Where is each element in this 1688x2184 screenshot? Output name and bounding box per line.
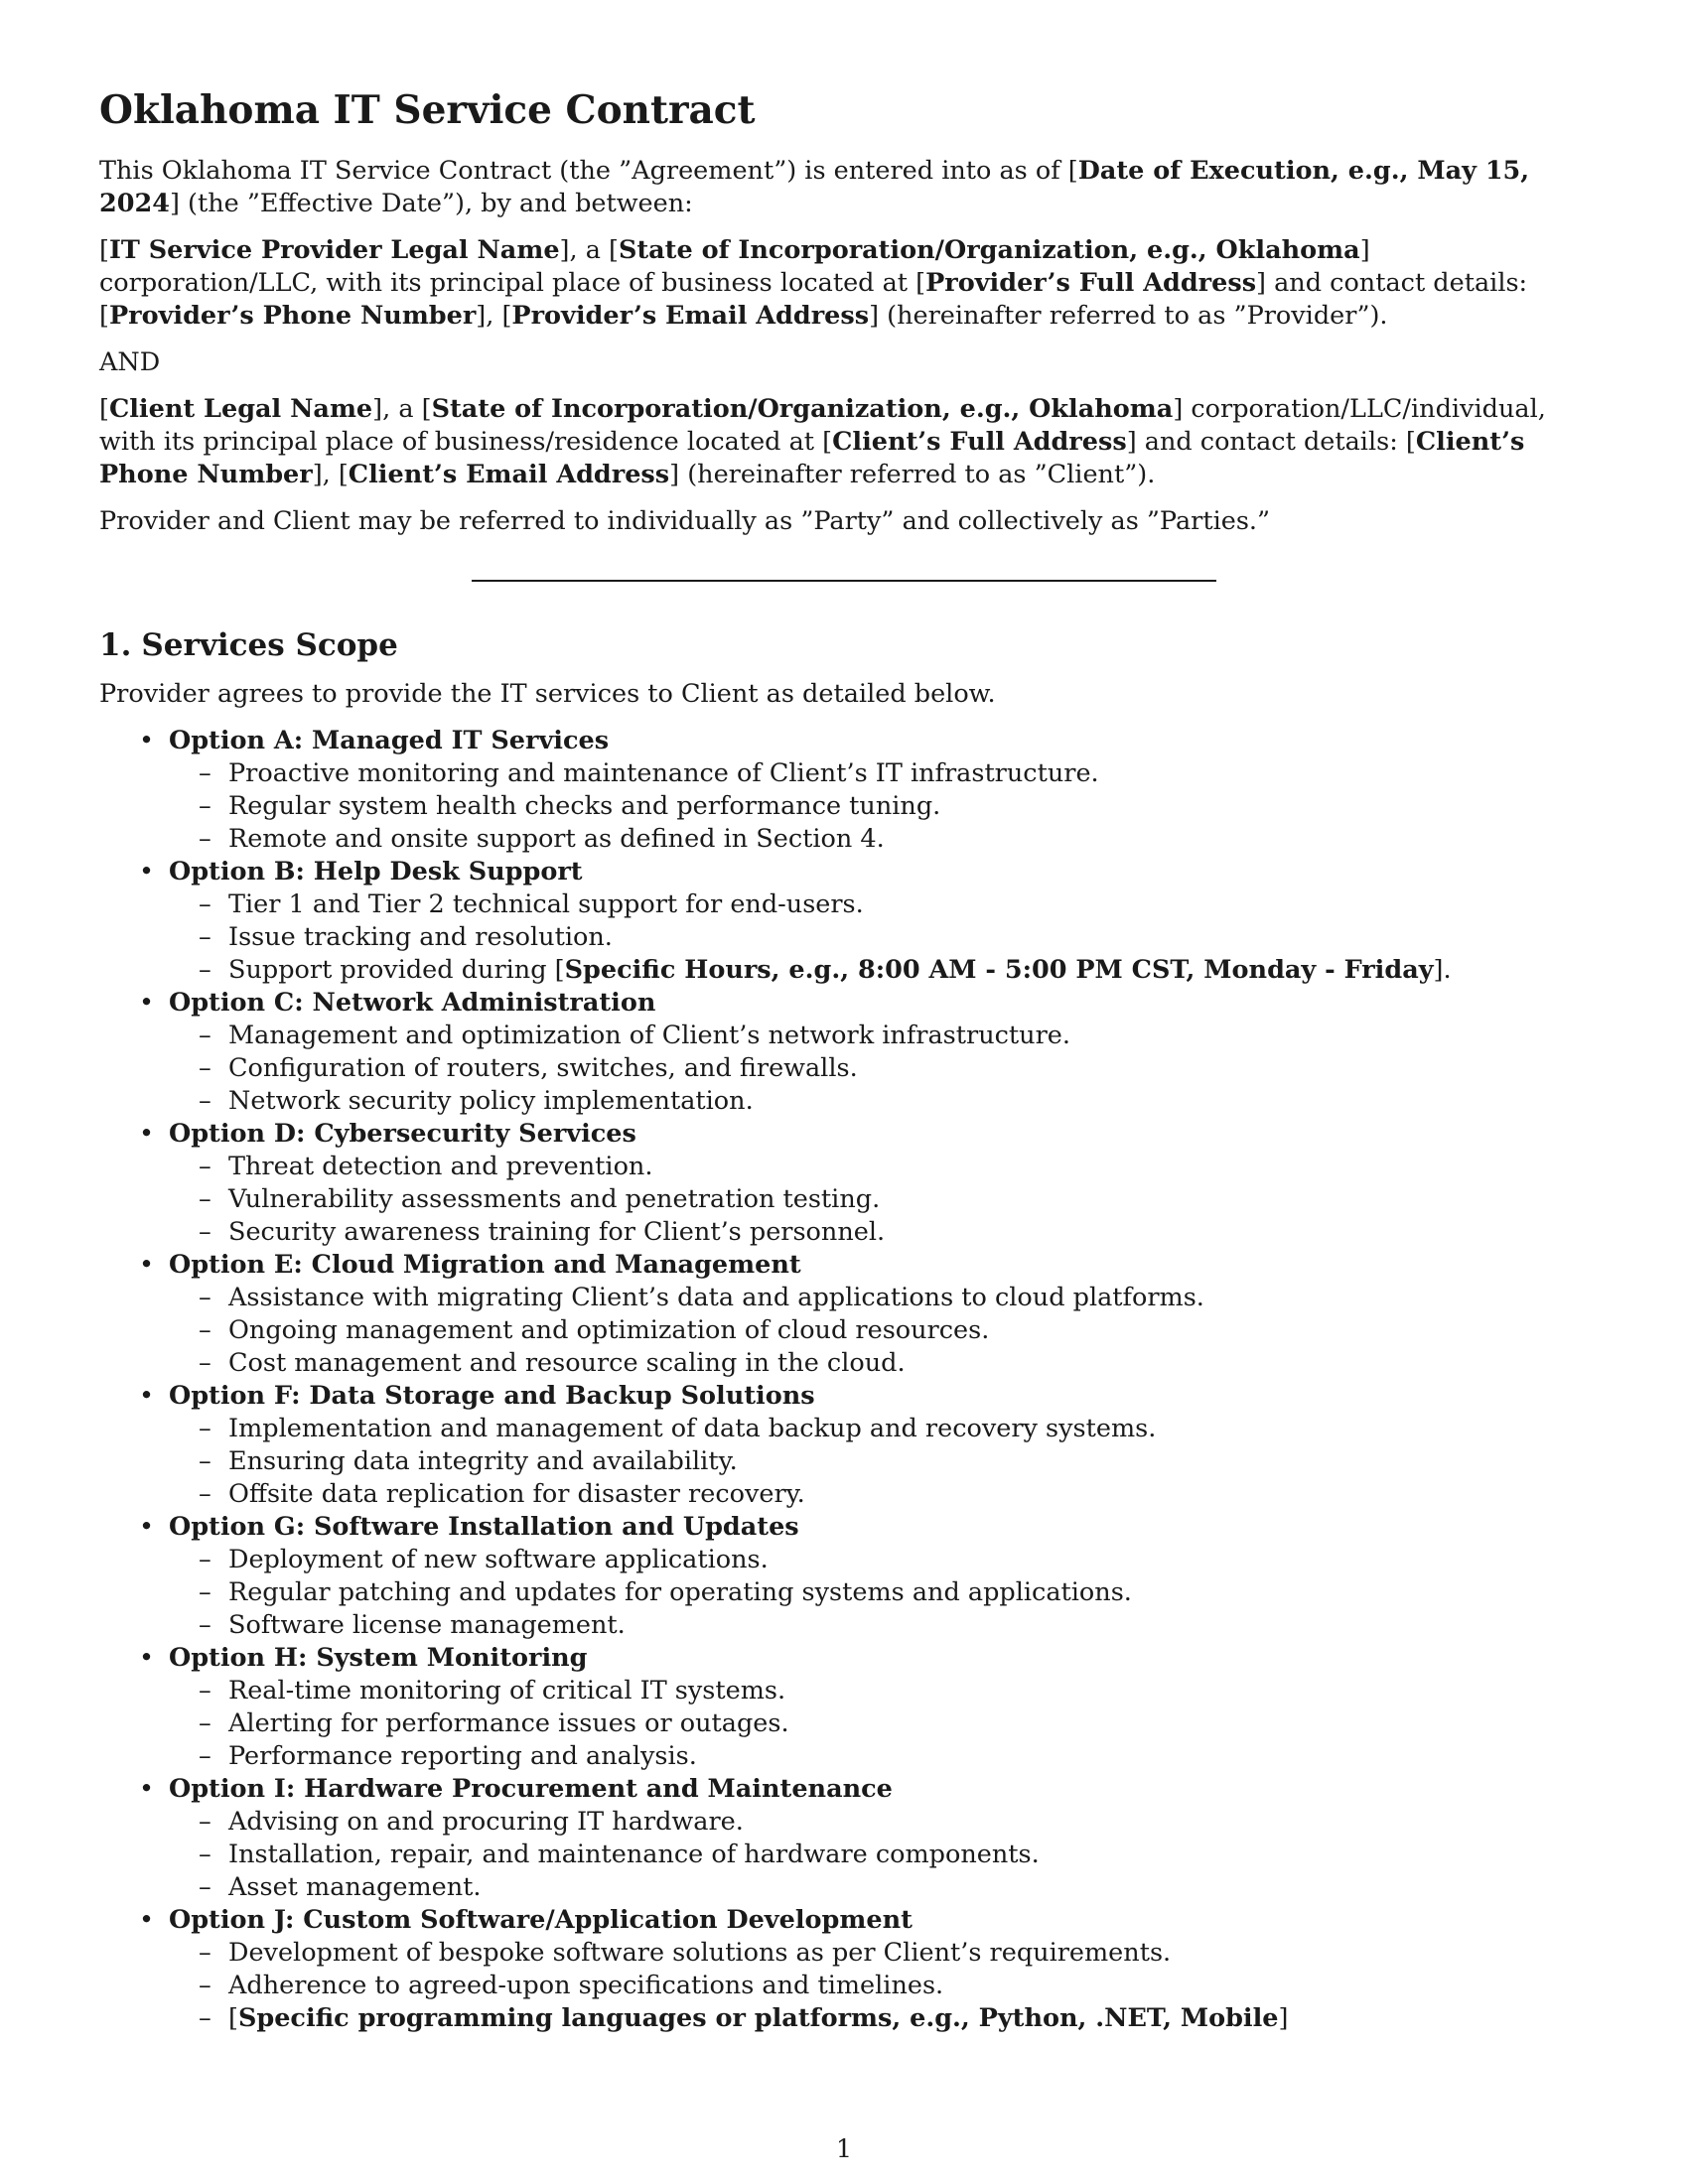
dash-icon: – xyxy=(199,1021,211,1050)
service-item-text: Ongoing management and optimization of cloud resources. xyxy=(228,1315,990,1345)
dash-icon: – xyxy=(199,1283,211,1312)
service-item xyxy=(169,823,1589,856)
client-text: [ xyxy=(99,394,109,424)
service-item-text: Regular system health checks and performance tuning. xyxy=(228,791,941,821)
service-item-text: Offsite data replication for disaster recovery. xyxy=(228,1479,805,1509)
service-item xyxy=(169,1871,1589,1904)
service-options-list xyxy=(99,725,1589,2035)
service-item xyxy=(169,1216,1589,1249)
client-name-placeholder: Client Legal Name xyxy=(108,394,373,424)
service-item-text: Proactive monitoring and maintenance of Client’s IT infrastructure. xyxy=(228,758,1099,788)
provider-state-placeholder: State of Incorporation/Organization, e.g., Oklahoma xyxy=(618,235,1360,265)
service-item-text: Configuration of routers, switches, and firewalls. xyxy=(228,1053,858,1083)
parties-paragraph: Provider and Client may be referred to individually as ”Party” and collectively as ”Parties.” xyxy=(99,506,1271,536)
bullet-icon: • xyxy=(139,1250,155,1280)
service-item xyxy=(169,1544,1589,1576)
dash-icon: – xyxy=(199,1184,211,1214)
service-item xyxy=(169,1839,1589,1871)
service-option-title: Option C: Network Administration xyxy=(169,988,656,1018)
service-item-text: Cost management and resource scaling in the cloud. xyxy=(228,1348,906,1378)
dash-icon: – xyxy=(199,1315,211,1345)
client-phone-placeholder: Client’s Phone Number xyxy=(99,427,1525,489)
service-item-text: Ensuring data integrity and availability. xyxy=(228,1446,738,1476)
dash-icon: – xyxy=(199,1708,211,1738)
service-item xyxy=(169,921,1589,954)
bullet-icon: • xyxy=(139,1905,155,1935)
service-option xyxy=(99,725,1589,856)
intro-paragraph xyxy=(99,155,1589,220)
dash-icon: – xyxy=(199,1086,211,1116)
service-option-items xyxy=(169,1151,1589,1249)
service-option xyxy=(99,1249,1589,1380)
service-item xyxy=(169,1576,1589,1609)
provider-text: [ xyxy=(99,235,109,265)
provider-text: ], a [ xyxy=(559,235,619,265)
service-item xyxy=(169,1085,1589,1118)
service-item xyxy=(169,1478,1589,1511)
service-option-title: Option H: System Monitoring xyxy=(169,1643,588,1673)
service-item xyxy=(169,954,1589,987)
dash-icon: – xyxy=(199,1479,211,1509)
document-title: Oklahoma IT Service Contract xyxy=(99,87,756,133)
service-item xyxy=(169,1740,1589,1773)
placeholder-text: Specific programming languages or platforms, e.g., Python, .NET, Mobile xyxy=(237,2003,1279,2033)
dash-icon: – xyxy=(199,1807,211,1837)
bullet-icon: • xyxy=(139,1774,155,1804)
service-item-text: Remote and onsite support as defined in Section 4. xyxy=(228,824,885,854)
service-item xyxy=(169,1151,1589,1183)
service-item-text: Tier 1 and Tier 2 technical support for end-users. xyxy=(228,889,864,919)
service-item-text: Management and optimization of Client’s network infrastructure. xyxy=(228,1021,1070,1050)
service-item-text: Security awareness training for Client’s personnel. xyxy=(228,1217,886,1247)
service-item-text: Real-time monitoring of critical IT systems. xyxy=(228,1676,786,1706)
provider-text: ], [ xyxy=(476,301,512,331)
service-option xyxy=(99,1642,1589,1773)
client-state-placeholder: State of Incorporation/Organization, e.g., Oklahoma xyxy=(431,394,1174,424)
service-option xyxy=(99,1380,1589,1511)
provider-email-placeholder: Provider’s Email Address xyxy=(511,301,870,331)
dash-icon: – xyxy=(199,1676,211,1706)
dash-icon: – xyxy=(199,2003,211,2033)
bullet-icon: • xyxy=(139,1119,155,1149)
service-item xyxy=(169,1347,1589,1380)
client-text: ], [ xyxy=(312,460,349,489)
service-option-items xyxy=(169,1675,1589,1773)
service-option xyxy=(99,1118,1589,1249)
dash-icon: – xyxy=(199,791,211,821)
client-text: ] corporation/LLC/individual, with its principal place of business/residence located at [ xyxy=(99,394,1546,457)
service-item-text: Support provided during [ xyxy=(228,955,565,985)
service-option-title: Option B: Help Desk Support xyxy=(169,857,583,887)
service-item-text: Adherence to agreed-upon specifications and timelines. xyxy=(228,1971,944,2000)
provider-address-placeholder: Provider’s Full Address xyxy=(925,268,1257,298)
bullet-icon: • xyxy=(139,988,155,1018)
dash-icon: – xyxy=(199,922,211,952)
service-item xyxy=(169,1282,1589,1314)
provider-text: ] (hereinafter referred to as ”Provider”). xyxy=(869,301,1388,331)
service-option-items xyxy=(169,1282,1589,1380)
service-item xyxy=(169,1675,1589,1707)
service-item xyxy=(169,790,1589,823)
service-option-title: Option G: Software Installation and Updates xyxy=(169,1512,799,1542)
dash-icon: – xyxy=(199,1545,211,1574)
dash-icon: – xyxy=(199,955,211,985)
dash-icon: – xyxy=(199,1348,211,1378)
service-option xyxy=(99,987,1589,1118)
service-item-text: Regular patching and updates for operating systems and applications. xyxy=(228,1577,1132,1607)
service-item-text: Asset management. xyxy=(228,1872,482,1902)
provider-text: ] and contact details: [ xyxy=(99,268,1528,331)
dash-icon: – xyxy=(199,1446,211,1476)
dash-icon: – xyxy=(199,824,211,854)
dash-icon: – xyxy=(199,1840,211,1869)
service-item-text: ] xyxy=(1278,2003,1289,2033)
service-item xyxy=(169,1314,1589,1347)
service-item-text: Vulnerability assessments and penetration testing. xyxy=(228,1184,881,1214)
service-item xyxy=(169,1937,1589,1970)
service-item-text: Alerting for performance issues or outages. xyxy=(228,1708,789,1738)
dash-icon: – xyxy=(199,1053,211,1083)
client-address-placeholder: Client’s Full Address xyxy=(832,427,1127,457)
service-option-items xyxy=(169,757,1589,856)
placeholder-text: Specific Hours, e.g., 8:00 AM - 5:00 PM CST, Monday - Friday xyxy=(564,955,1434,985)
section-number: 1. xyxy=(99,627,132,663)
bullet-icon: • xyxy=(139,1381,155,1411)
and-separator: AND xyxy=(99,347,161,377)
service-option xyxy=(99,1904,1589,2035)
section-title: Services Scope xyxy=(141,627,398,663)
bullet-icon: • xyxy=(139,1643,155,1673)
service-option-items xyxy=(169,1544,1589,1642)
client-paragraph xyxy=(99,393,1589,491)
service-option-items xyxy=(169,1937,1589,2035)
dash-icon: – xyxy=(199,1610,211,1640)
section-heading xyxy=(99,626,1589,664)
dash-icon: – xyxy=(199,1971,211,2000)
bullet-icon: • xyxy=(139,857,155,887)
service-option-title: Option A: Managed IT Services xyxy=(169,726,610,755)
service-item-text: Development of bespoke software solutions as per Client’s requirements. xyxy=(228,1938,1172,1968)
service-item-text: Deployment of new software applications. xyxy=(228,1545,769,1574)
service-item xyxy=(169,1970,1589,2002)
dash-icon: – xyxy=(199,1217,211,1247)
service-item-text: Issue tracking and resolution. xyxy=(228,922,613,952)
horizontal-divider xyxy=(472,580,1216,582)
service-option-items xyxy=(169,1413,1589,1511)
dash-icon: – xyxy=(199,1872,211,1902)
service-item xyxy=(169,757,1589,790)
service-option xyxy=(99,856,1589,987)
service-item-text: Implementation and management of data backup and recovery systems. xyxy=(228,1414,1157,1443)
dash-icon: – xyxy=(199,758,211,788)
provider-phone-placeholder: Provider’s Phone Number xyxy=(108,301,477,331)
service-item-text: Assistance with migrating Client’s data and applications to cloud platforms. xyxy=(228,1283,1204,1312)
service-item-text: Advising on and procuring IT hardware. xyxy=(228,1807,744,1837)
service-item-text: Network security policy implementation. xyxy=(228,1086,754,1116)
client-text: ] (hereinafter referred to as ”Client”). xyxy=(669,460,1156,489)
service-item-text: Threat detection and prevention. xyxy=(228,1152,653,1181)
service-option-items xyxy=(169,1020,1589,1118)
service-option-title: Option F: Data Storage and Backup Solutions xyxy=(169,1381,815,1411)
bullet-icon: • xyxy=(139,726,155,755)
service-option-title: Option I: Hardware Procurement and Maintenance xyxy=(169,1774,893,1804)
client-text: ], a [ xyxy=(372,394,432,424)
dash-icon: – xyxy=(199,1152,211,1181)
provider-paragraph xyxy=(99,234,1589,333)
service-item-text: ]. xyxy=(1433,955,1452,985)
dash-icon: – xyxy=(199,1741,211,1771)
service-item-text: Software license management. xyxy=(228,1610,626,1640)
intro-text: This Oklahoma IT Service Contract (the ”Agreement”) is entered into as of [ xyxy=(99,156,1078,186)
section-intro: Provider agrees to provide the IT services to Client as detailed below. xyxy=(99,679,996,709)
service-option-items xyxy=(169,888,1589,987)
dash-icon: – xyxy=(199,1414,211,1443)
execution-date-placeholder: Date of Execution, e.g., May 15, 2024 xyxy=(99,156,1530,218)
dash-icon: – xyxy=(199,889,211,919)
page-number: 1 xyxy=(835,2134,853,2164)
service-item xyxy=(169,1020,1589,1052)
service-item xyxy=(169,888,1589,921)
dash-icon: – xyxy=(199,1577,211,1607)
service-item xyxy=(169,1052,1589,1085)
service-item xyxy=(169,1445,1589,1478)
service-item xyxy=(169,2002,1589,2035)
service-option-title: Option D: Cybersecurity Services xyxy=(169,1119,636,1149)
service-option-items xyxy=(169,1806,1589,1904)
provider-text: ] corporation/LLC, with its principal place of business located at [ xyxy=(99,235,1370,298)
intro-text: ] (the ”Effective Date”), by and between: xyxy=(169,189,693,218)
service-item xyxy=(169,1183,1589,1216)
service-item-text: [ xyxy=(228,2003,238,2033)
service-option xyxy=(99,1511,1589,1642)
service-option-title: Option J: Custom Software/Application Development xyxy=(169,1905,913,1935)
service-item xyxy=(169,1806,1589,1839)
service-item xyxy=(169,1413,1589,1445)
provider-name-placeholder: IT Service Provider Legal Name xyxy=(108,235,560,265)
bullet-icon: • xyxy=(139,1512,155,1542)
service-item-text: Installation, repair, and maintenance of hardware components. xyxy=(228,1840,1040,1869)
service-option xyxy=(99,1773,1589,1904)
dash-icon: – xyxy=(199,1938,211,1968)
service-item xyxy=(169,1707,1589,1740)
service-item xyxy=(169,1609,1589,1642)
client-email-placeholder: Client’s Email Address xyxy=(348,460,670,489)
contract-page xyxy=(99,87,1589,2035)
service-item-text: Performance reporting and analysis. xyxy=(228,1741,697,1771)
client-text: ] and contact details: [ xyxy=(1126,427,1416,457)
service-option-title: Option E: Cloud Migration and Management xyxy=(169,1250,801,1280)
